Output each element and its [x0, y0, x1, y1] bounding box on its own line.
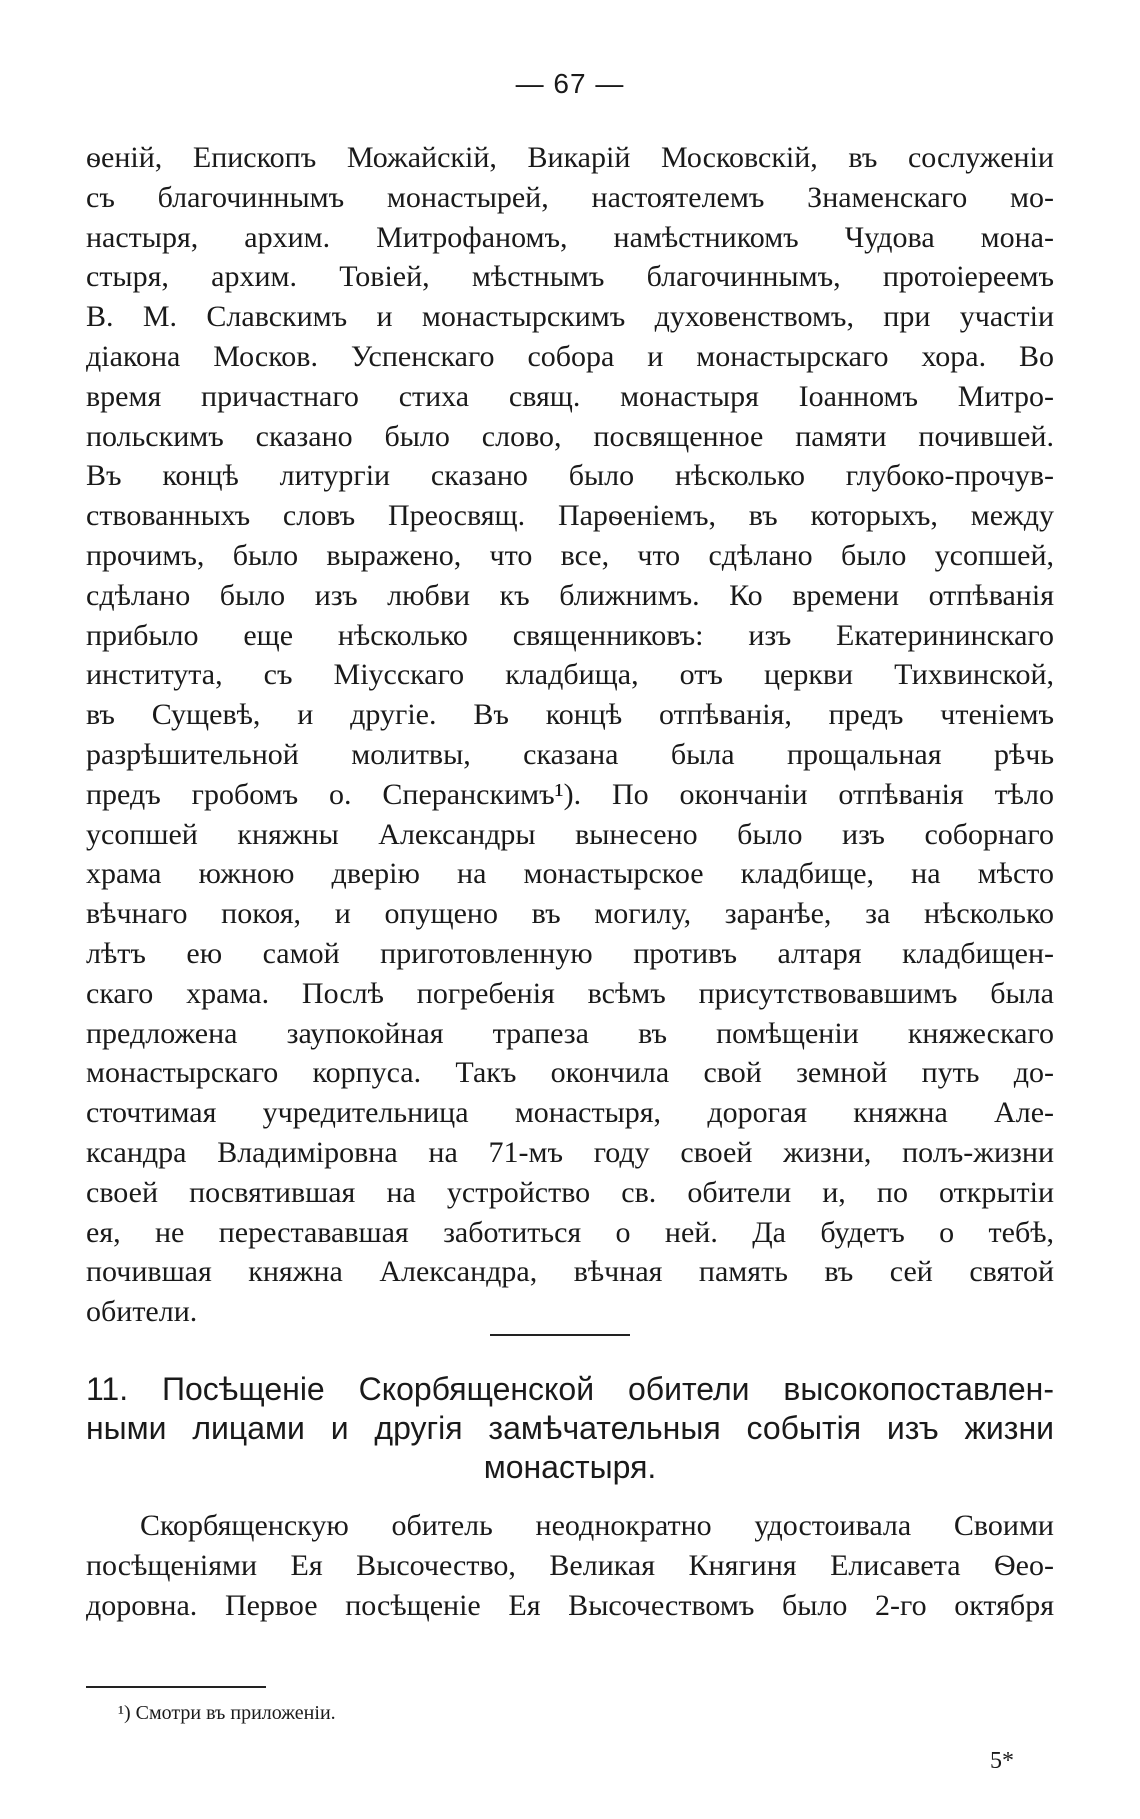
page-number: — 67 — — [515, 68, 625, 99]
text-line: своей посвятившая на устройство св. обители и, по открытіи — [86, 1175, 1054, 1209]
text-line: вѣчнаго покоя, и опущено въ могилу, заранѣе, за нѣсколько — [86, 897, 1054, 931]
text-line: стыря, архим. Товіей, мѣстнымъ благочиннымъ, протоіереемъ — [86, 260, 1054, 294]
text-line: ксандра Владиміровна на 71-мъ году своей жизни, полъ-жизни — [86, 1135, 1054, 1169]
text-line: Скорбященскую обитель неоднократно удостоивала Своими — [140, 1509, 1054, 1542]
text-line: скаго храма. Послѣ погребенія всѣмъ присутствовавшимъ была — [86, 976, 1054, 1010]
text-line: время причастнаго стиха свящ. монастыря Іоанномъ Митро- — [86, 379, 1054, 413]
footnote — [118, 1702, 336, 1725]
text-line: ея, не перестававшая заботиться о ней. Да будетъ о тебѣ, — [86, 1215, 1054, 1249]
footnote-marker: ¹) — [118, 1702, 131, 1724]
text-line: Въ концѣ литургіи сказано было нѣсколько глубоко-прочув- — [86, 459, 1054, 493]
heading-line: ными лицами и другія замѣчательныя событія изъ жизни — [86, 1410, 1054, 1446]
signature-mark: 5* — [990, 1748, 1014, 1774]
footnote-rule — [86, 1686, 266, 1688]
text-line: съ благочиннымъ монастырей, настоятелемъ Знаменскаго мо- — [86, 180, 1054, 214]
text-line: храма южною дверію на монастырское кладбище, на мѣсто — [86, 857, 1054, 891]
text-line: польскимъ сказано было слово, посвященное памяти почившей. — [86, 419, 1054, 453]
text-line: настыря, архим. Митрофаномъ, намѣстникомъ Чудова мона- — [86, 220, 1054, 254]
heading-line: монастыря. — [483, 1449, 657, 1485]
footnote-text: Смотри въ приложеніи. — [135, 1702, 336, 1724]
text-line: сдѣлано было изъ любви къ ближнимъ. Ко времени отпѣванія — [86, 578, 1054, 612]
section-divider — [490, 1334, 630, 1336]
text-line: прибыло еще нѣсколько священниковъ: изъ Екатерининскаго — [86, 618, 1054, 652]
text-line: діакона Москов. Успенскаго собора и монастырскаго хора. Во — [86, 339, 1054, 373]
text-line: предъ гробомъ о. Сперанскимъ¹). По окончаніи отпѣванія тѣло — [86, 777, 1054, 811]
text-line: посѣщеніями Ея Высочество, Великая Княгиня Елисавета Ѳео- — [86, 1548, 1054, 1582]
text-line: обители. — [86, 1295, 198, 1329]
text-line: лѣтъ ею самой приготовленную противъ алтаря кладбищен- — [86, 936, 1054, 970]
paragraph-section — [86, 1506, 1054, 1625]
text-line: прочимъ, было выражено, что все, что сдѣлано было усопшей, — [86, 538, 1054, 572]
heading-line: 11. Посѣщеніе Скорбященской обители высокопоставлен- — [86, 1371, 1054, 1407]
text-line: почившая княжна Александра, вѣчная память въ сей святой — [86, 1255, 1054, 1289]
text-line: В. М. Славскимъ и монастырскимъ духовенствомъ, при участіи — [86, 300, 1054, 334]
text-line: ствованныхъ словъ Преосвящ. Парѳеніемъ, въ которыхъ, между — [86, 499, 1054, 533]
text-line: монастырскаго корпуса. Такъ окончила свой земной путь до- — [86, 1056, 1054, 1090]
section-heading — [86, 1370, 1054, 1487]
text-line: усопшей княжны Александры вынесено было изъ соборнаго — [86, 817, 1054, 851]
text-line: доровна. Первое посѣщеніе Ея Высочествомъ было 2-го октября — [86, 1588, 1054, 1622]
text-line: ѳеній, Епископъ Можайскій, Викарій Московскій, въ сослуженіи — [86, 141, 1054, 174]
paragraph-main — [86, 138, 1054, 1332]
text-line: сточтимая учредительница монастыря, дорогая княжна Але- — [86, 1096, 1054, 1130]
text-line: разрѣшительной молитвы, сказана была прощальная рѣчь — [86, 737, 1054, 771]
text-line: института, съ Міусскаго кладбища, отъ церкви Тихвинской, — [86, 658, 1054, 692]
text-line: предложена заупокойная трапеза въ помѣщеніи княжескаго — [86, 1016, 1054, 1050]
text-line: въ Сущевѣ, и другіе. Въ концѣ отпѣванія, предъ чтеніемъ — [86, 698, 1054, 732]
